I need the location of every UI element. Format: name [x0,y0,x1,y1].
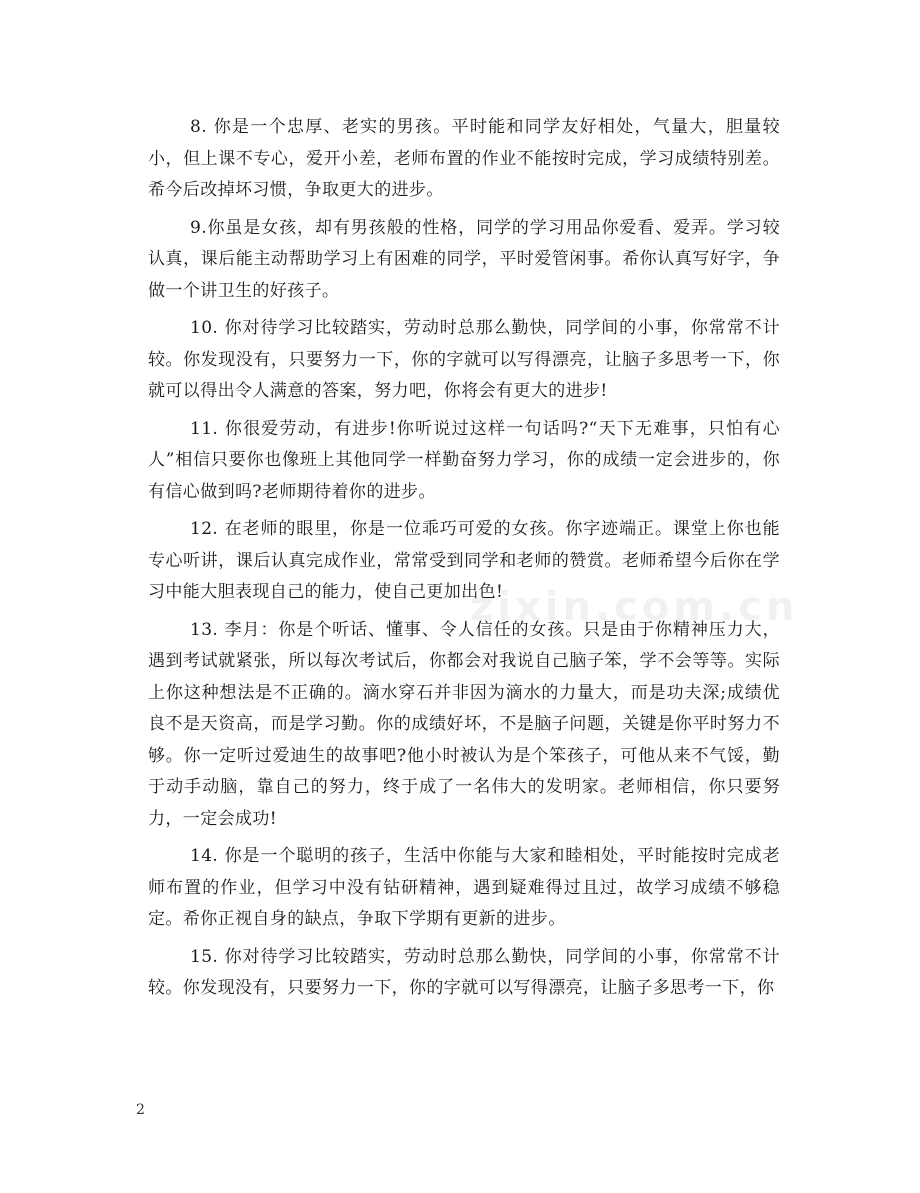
page-number: 2 [136,1102,145,1118]
document-body [148,112,780,1011]
paragraph-12: 12. 在老师的眼里，你是一位乖巧可爱的女孩。你字迹端正。课堂上你也能专心听讲，课后认真完成作业，常常受到同学和老师的赞赏。老师希望今后你在学习中能大胆表现自己的能力，使自己更加出色! [148,519,780,602]
paragraph-11: 11. 你很爱劳动，有进步!你听说过这样一句话吗?“天下无难事，只怕有心人”相信只要你也像班上其他同学一样勤奋努力学习，你的成绩一定会进步的，你有信心做到吗?老师期待着你的进步。 [148,418,780,502]
paragraph-9: 9.你虽是女孩，却有男孩般的性格，同学的学习用品你爱看、爱弄。学习较认真，课后能主动帮助学习上有困难的同学，平时爱管闲事。希你认真写好字，争做一个讲卫生的好孩子。 [148,217,780,301]
paragraph-13: 13. 李月：你是个听话、懂事、令人信任的女孩。只是由于你精神压力大，遇到考试就紧张，所以每次考试后，你都会对我说自己脑子笨，学不会等等。实际上你这种想法是不正确的。滴水穿石并非因为滴水的力量大，而是功夫深;成绩优良不是天资高，而是学习勤。你的成绩好坏，不是脑子问题，关键是你平时努力不够。你一定听过爱迪生的故事吧?他小时被认为是个笨孩子，可他从来不气馁，勤于动手动脑，靠自己的努力，终于成了一名伟大的发明家。老师相信，你只要努力，一定会成功! [148,619,780,829]
paragraph-15: 15. 你对待学习比较踏实，劳动时总那么勤快，同学间的小事，你常常不计较。你发现没有，只要努力一下，你的字就可以写得漂亮，让脑子多思考一下，你 [148,946,780,998]
paragraph-14: 14. 你是一个聪明的孩子，生活中你能与大家和睦相处，平时能按时完成老师布置的作业，但学习中没有钻研精神，遇到疑难得过且过，故学习成绩不够稳定。希你正视自身的缺点，争取下学期有更新的进步。 [148,846,780,929]
paragraph-10: 10. 你对待学习比较踏实，劳动时总那么勤快，同学间的小事，你常常不计较。你发现没有，只要努力一下，你的字就可以写得漂亮，让脑子多思考一下，你就可以得出令人满意的答案，努力吧，你将会有更大的进步! [148,318,780,401]
watermark: zixin.com.cn [470,584,799,630]
paragraph-8: 8. 你是一个忠厚、老实的男孩。平时能和同学友好相处，气量大，胆量较小，但上课不专心，爱开小差，老师布置的作业不能按时完成，学习成绩特别差。希今后改掉坏习惯，争取更大的进步。 [148,117,780,200]
